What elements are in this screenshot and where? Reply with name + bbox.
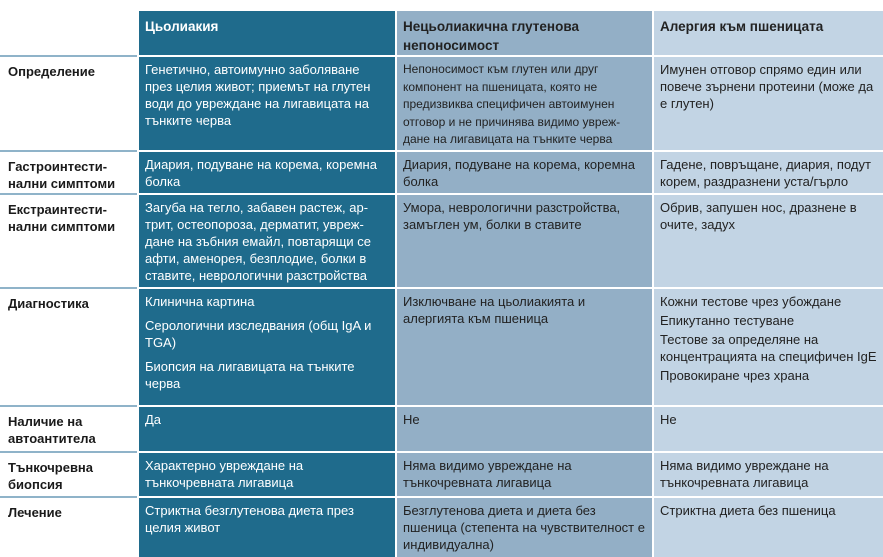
table-cell-ncgs <box>397 407 652 451</box>
cell-text: Генетично, автоимунно заболяване през целия живот; приемът на глутен води до увреждане на лигавицата на тънките черва <box>145 62 371 128</box>
cell-text: Биопсия на лигавицата на тънките черва <box>145 359 355 391</box>
cell-text: Провокиране чрез храна <box>660 368 810 383</box>
row-label: Екстраинтести-нални симптоми <box>0 193 137 287</box>
row-label: Наличие на автоантитела <box>0 405 137 451</box>
cell-text: Епикутанно тестуване <box>660 313 795 328</box>
row-label: Гастроинтести-нални симптоми <box>0 150 137 193</box>
cell-text: Стриктна безглутенова диета през целия живот <box>145 503 354 535</box>
table-cell-ncgs <box>397 498 652 557</box>
cell-text: Изключване на цьолиакията и алергията към пшеница <box>403 294 586 326</box>
table-cell-celiac <box>139 453 395 496</box>
cell-text: Загуба на тегло, забавен растеж, ар-трит, остеопороза, дерматит, увреж-дане на зъбния емайл, повтарящи се афти, аменорея, безплодие, болки в ставите, неврологични разстройства <box>145 200 372 283</box>
cell-text: Стриктна диета без пшеница <box>660 503 836 518</box>
cell-text: Имунен отговор спрямо един или повече зърнени протеини (може да е глутен) <box>660 62 874 111</box>
cell-text: Диария, подуване на корема, коремна болка <box>145 157 377 189</box>
row-label: Лечение <box>0 496 137 557</box>
cell-text: Клинична картина <box>145 294 255 309</box>
table-cell-ncgs <box>397 195 652 287</box>
table-cell-celiac <box>139 57 395 150</box>
cell-text: Умора, неврологични разстройства, замъглен ум, болки в ставите <box>403 200 621 232</box>
cell-text: Няма видимо увреждане на тънкочревната лигавица <box>403 458 572 490</box>
cell-text: Безглутенова диета и диета без пшеница (степента на чувствителност е индивидуална) <box>403 503 645 552</box>
cell-text: Диария, подуване на корема, коремна болка <box>403 157 635 189</box>
cell-text: Гадене, повръщане, диария, подут корем, раздразнени уста/гърло <box>660 157 871 189</box>
row-label: Определение <box>0 55 137 150</box>
cell-text: Тестове за определяне на концентрацията на специфичен IgE <box>660 332 877 364</box>
header-corner <box>0 9 137 55</box>
column-header-celiac: Цьолиакия <box>139 11 395 55</box>
cell-text: Не <box>403 412 420 427</box>
column-header-ncgs: Нецьолиакична глутенова непоносимост <box>397 11 652 55</box>
cell-text: Серологични изследвания (общ IgA и TGA) <box>145 318 372 350</box>
table-cell-ncgs <box>397 152 652 193</box>
cell-text: Обрив, запушен нос, дразнене в очите, задух <box>660 200 857 232</box>
table-cell-celiac <box>139 407 395 451</box>
cell-text: Непоносимост към глутен или друг компонент на пшеницата, която не предизвиква специфичен автоимунен отговор и не причинява видимо увреж-дане на лигавицата на тънките черва <box>403 62 621 146</box>
table-cell-wheat-allergy <box>654 453 883 496</box>
cell-text: Не <box>660 412 677 427</box>
column-header-wheat-allergy: Алергия към пшеницата <box>654 11 883 55</box>
table-cell-wheat-allergy <box>654 195 883 287</box>
cell-text: Кожни тестове чрез убождане <box>660 294 842 309</box>
table-cell-wheat-allergy <box>654 152 883 193</box>
table-cell-celiac <box>139 152 395 193</box>
row-label: Тънкочревна биопсия <box>0 451 137 496</box>
cell-text: Няма видимо увреждане на тънкочревната лигавица <box>660 458 829 490</box>
table-cell-wheat-allergy <box>654 57 883 150</box>
table-cell-ncgs <box>397 289 652 405</box>
table-cell-ncgs <box>397 453 652 496</box>
table-cell-wheat-allergy <box>654 289 883 405</box>
table-cell-ncgs <box>397 57 652 150</box>
table-cell-wheat-allergy <box>654 498 883 557</box>
table-cell-celiac <box>139 195 395 287</box>
cell-text: Характерно увреждане на тънкочревната лигавица <box>145 458 304 490</box>
comparison-table <box>0 11 883 557</box>
table-cell-wheat-allergy <box>654 407 883 451</box>
row-label: Диагностика <box>0 287 137 405</box>
table-cell-celiac <box>139 289 395 405</box>
table-cell-celiac <box>139 498 395 557</box>
cell-text: Да <box>145 412 162 427</box>
